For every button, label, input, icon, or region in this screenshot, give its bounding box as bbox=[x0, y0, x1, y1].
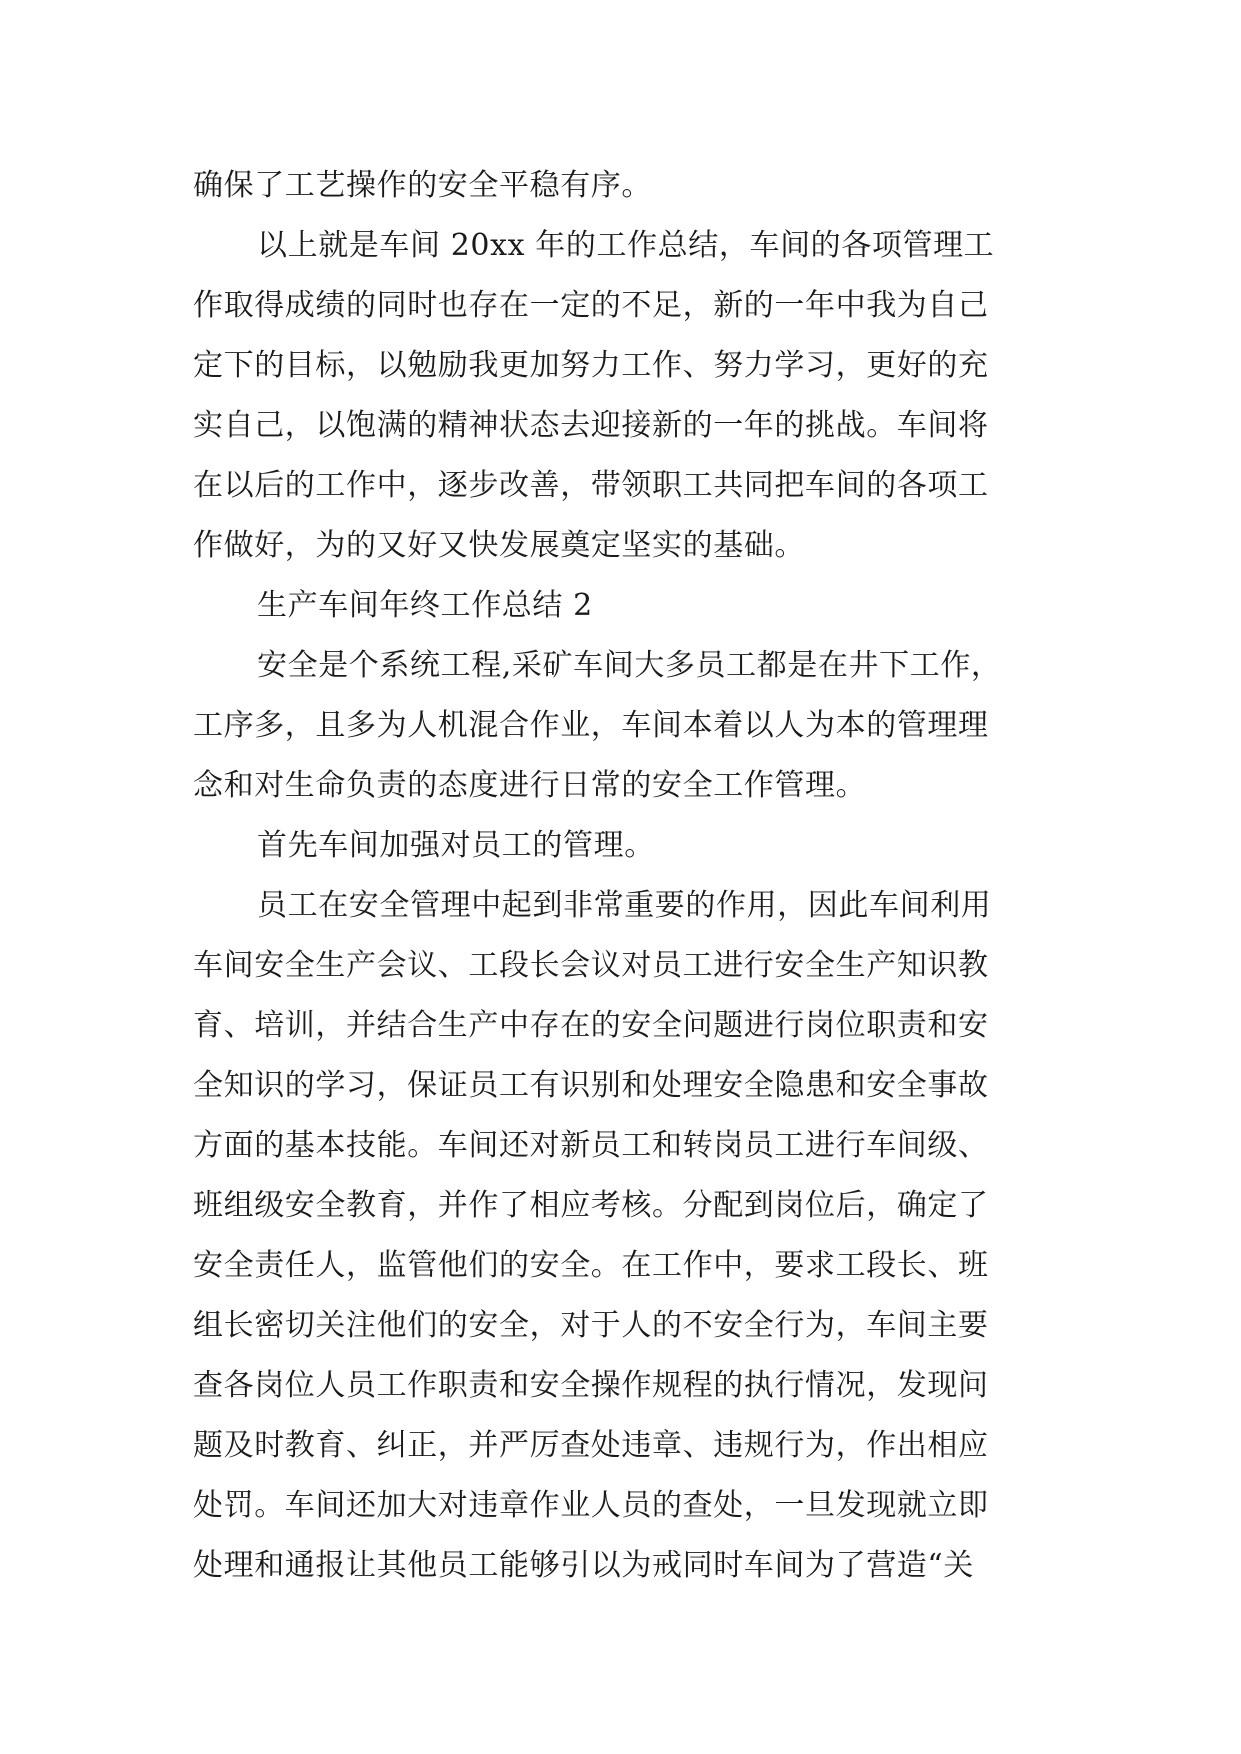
text-line: 组长密切关注他们的安全，对于人的不安全行为，车间主要 bbox=[193, 1308, 989, 1343]
text-line: 育、培训，并结合生产中存在的安全问题进行岗位职责和安 bbox=[193, 1008, 989, 1043]
text-line: 工序多，且多为人机混合作业，车间本着以人为本的管理理 bbox=[193, 708, 989, 743]
text-line: 在以后的工作中，逐步改善，带领职工共同把车间的各项工 bbox=[193, 468, 989, 503]
paragraph-first-line: 首先车间加强对员工的管理。 bbox=[257, 828, 655, 863]
paragraph-first-line: 安全是个系统工程,采矿车间大多员工都是在井下工作， bbox=[257, 648, 1002, 683]
document-body bbox=[193, 156, 1053, 1596]
text-line: 实自己，以饱满的精神状态去迎接新的一年的挑战。车间将 bbox=[193, 408, 989, 443]
paragraph-first-line: 员工在安全管理中起到非常重要的作用，因此车间利用 bbox=[257, 888, 992, 923]
text-line: 处罚。车间还加大对违章作业人员的查处，一旦发现就立即 bbox=[193, 1488, 989, 1523]
text-line: 处理和通报让其他员工能够引以为戒同时车间为了营造“关 bbox=[193, 1548, 974, 1583]
text-line: 车间安全生产会议、工段长会议对员工进行安全生产知识教 bbox=[193, 948, 989, 983]
text-line: 题及时教育、纠正，并严厉查处违章、违规行为，作出相应 bbox=[193, 1428, 989, 1463]
text-line: 作做好，为的又好又快发展奠定坚实的基础。 bbox=[193, 528, 805, 563]
paragraph-first-line: 以上就是车间 20xx 年的工作总结，车间的各项管理工 bbox=[257, 228, 995, 263]
text-line: 确保了工艺操作的安全平稳有序。 bbox=[193, 168, 652, 203]
text-line: 作取得成绩的同时也存在一定的不足，新的一年中我为自己 bbox=[193, 288, 989, 323]
text-line: 定下的目标，以勉励我更加努力工作、努力学习，更好的充 bbox=[193, 348, 989, 383]
section-heading: 生产车间年终工作总结 2 bbox=[257, 588, 593, 623]
text-line: 念和对生命负责的态度进行日常的安全工作管理。 bbox=[193, 768, 867, 803]
text-line: 查各岗位人员工作职责和安全操作规程的执行情况，发现问 bbox=[193, 1368, 989, 1403]
text-line: 全知识的学习，保证员工有识别和处理安全隐患和安全事故 bbox=[193, 1068, 989, 1103]
text-line: 安全责任人，监管他们的安全。在工作中，要求工段长、班 bbox=[193, 1248, 989, 1283]
text-line: 方面的基本技能。车间还对新员工和转岗员工进行车间级、 bbox=[193, 1128, 989, 1163]
text-line: 班组级安全教育，并作了相应考核。分配到岗位后，确定了 bbox=[193, 1188, 989, 1223]
